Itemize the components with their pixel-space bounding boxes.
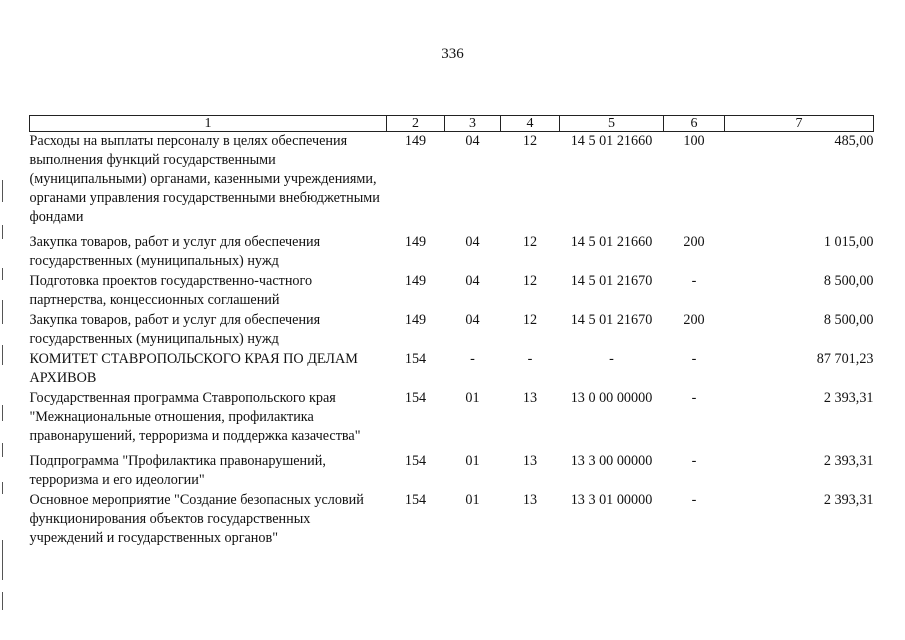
row-name: Подготовка проектов государственно-частного партнерства, концессионных соглашений <box>29 273 313 308</box>
column-header: 7 <box>725 116 874 132</box>
row-ministry-code: 149 <box>404 234 427 250</box>
row-expense-type: 100 <box>683 133 705 149</box>
row-ministry-code: 154 <box>404 390 427 406</box>
scan-margin-mark <box>2 180 3 202</box>
table-row <box>30 311 874 350</box>
table-row <box>30 452 874 491</box>
row-section-code: 01 <box>465 390 480 406</box>
row-expense-type: 200 <box>683 312 705 328</box>
row-target-code: 13 3 00 00000 <box>570 453 653 469</box>
row-section-code: 01 <box>465 453 480 469</box>
row-amount: 8 500,00 <box>823 273 874 289</box>
row-expense-type: - <box>691 351 697 367</box>
row-target-code: 14 5 01 21670 <box>570 312 653 328</box>
row-subsection-code: 12 <box>522 312 538 328</box>
row-section-code: - <box>470 351 475 367</box>
table-row <box>30 233 874 272</box>
row-ministry-code: 149 <box>404 312 427 328</box>
table-row <box>30 491 874 549</box>
row-amount: 485,00 <box>834 133 874 149</box>
scan-margin-mark <box>2 405 3 421</box>
row-ministry-code: 149 <box>404 273 427 289</box>
row-subsection-code: - <box>527 351 533 367</box>
row-amount: 2 393,31 <box>823 492 874 508</box>
row-amount: 2 393,31 <box>823 390 874 406</box>
row-target-code: 14 5 01 21670 <box>570 273 653 289</box>
row-name: Основное мероприятие "Создание безопасных условий функционирования объектов государственных учреждений и государственных органов" <box>29 492 364 546</box>
table-header-row <box>30 116 874 132</box>
row-amount: 2 393,31 <box>823 453 874 469</box>
row-expense-type: 200 <box>683 234 705 250</box>
table-row <box>30 350 874 389</box>
row-expense-type: - <box>691 390 697 406</box>
scan-margin-mark <box>2 345 3 365</box>
row-section-code: 04 <box>465 273 480 289</box>
row-name: Государственная программа Ставропольского края "Межнациональные отношения, профилактика правонарушений, терроризма и поддержка казачества" <box>29 390 361 444</box>
table-row <box>30 272 874 311</box>
row-target-code: - <box>609 351 614 367</box>
row-subsection-code: 13 <box>522 390 538 406</box>
row-target-code: 13 3 01 00000 <box>570 492 653 508</box>
scan-margin-mark <box>2 592 3 610</box>
budget-table <box>29 115 874 549</box>
row-expense-type: - <box>691 273 697 289</box>
row-amount: 8 500,00 <box>823 312 874 328</box>
row-target-code: 14 5 01 21660 <box>570 234 653 250</box>
row-amount: 1 015,00 <box>823 234 874 250</box>
row-ministry-code: 154 <box>404 492 427 508</box>
row-ministry-code: 154 <box>404 351 427 367</box>
row-section-code: 04 <box>465 234 480 250</box>
row-expense-type: - <box>691 492 697 508</box>
scan-margin-mark <box>2 443 3 457</box>
row-ministry-code: 149 <box>404 133 427 149</box>
row-subsection-code: 12 <box>522 273 538 289</box>
row-section-code: 04 <box>465 133 480 149</box>
row-target-code: 14 5 01 21660 <box>570 133 653 149</box>
row-subsection-code: 12 <box>522 234 538 250</box>
scan-margin-mark <box>2 268 3 280</box>
column-header: 2 <box>387 116 445 132</box>
row-section-code: 04 <box>465 312 480 328</box>
column-header: 4 <box>501 116 560 132</box>
row-amount: 87 701,23 <box>816 351 874 367</box>
column-header: 1 <box>30 116 387 132</box>
row-name: Расходы на выплаты персоналу в целях обеспечения выполнения функций государственными (муниципальными) органами, казенными учреждениями, органами управления государственными внебюджетными фондами <box>29 133 380 225</box>
row-name: КОМИТЕТ СТАВРОПОЛЬСКОГО КРАЯ ПО ДЕЛАМ АРХИВОВ <box>29 351 358 386</box>
row-subsection-code: 13 <box>522 492 538 508</box>
row-name: Закупка товаров, работ и услуг для обеспечения государственных (муниципальных) нужд <box>29 312 321 347</box>
column-header: 3 <box>445 116 501 132</box>
scan-margin-mark <box>2 225 3 239</box>
row-subsection-code: 12 <box>522 133 538 149</box>
row-target-code: 13 0 00 00000 <box>570 390 653 406</box>
table-row <box>30 389 874 452</box>
scan-margin-mark <box>2 300 3 324</box>
scan-margin-mark <box>2 482 3 494</box>
row-section-code: 01 <box>465 492 480 508</box>
column-header: 5 <box>560 116 664 132</box>
row-subsection-code: 13 <box>522 453 538 469</box>
row-name: Подпрограмма "Профилактика правонарушений, терроризма и его идеологии" <box>29 453 326 488</box>
row-expense-type: - <box>691 453 697 469</box>
row-ministry-code: 154 <box>404 453 427 469</box>
column-header: 6 <box>664 116 725 132</box>
page-number: 336 <box>441 46 464 62</box>
row-name: Закупка товаров, работ и услуг для обеспечения государственных (муниципальных) нужд <box>29 234 321 269</box>
table-row <box>30 132 874 234</box>
scan-margin-mark <box>2 540 3 580</box>
